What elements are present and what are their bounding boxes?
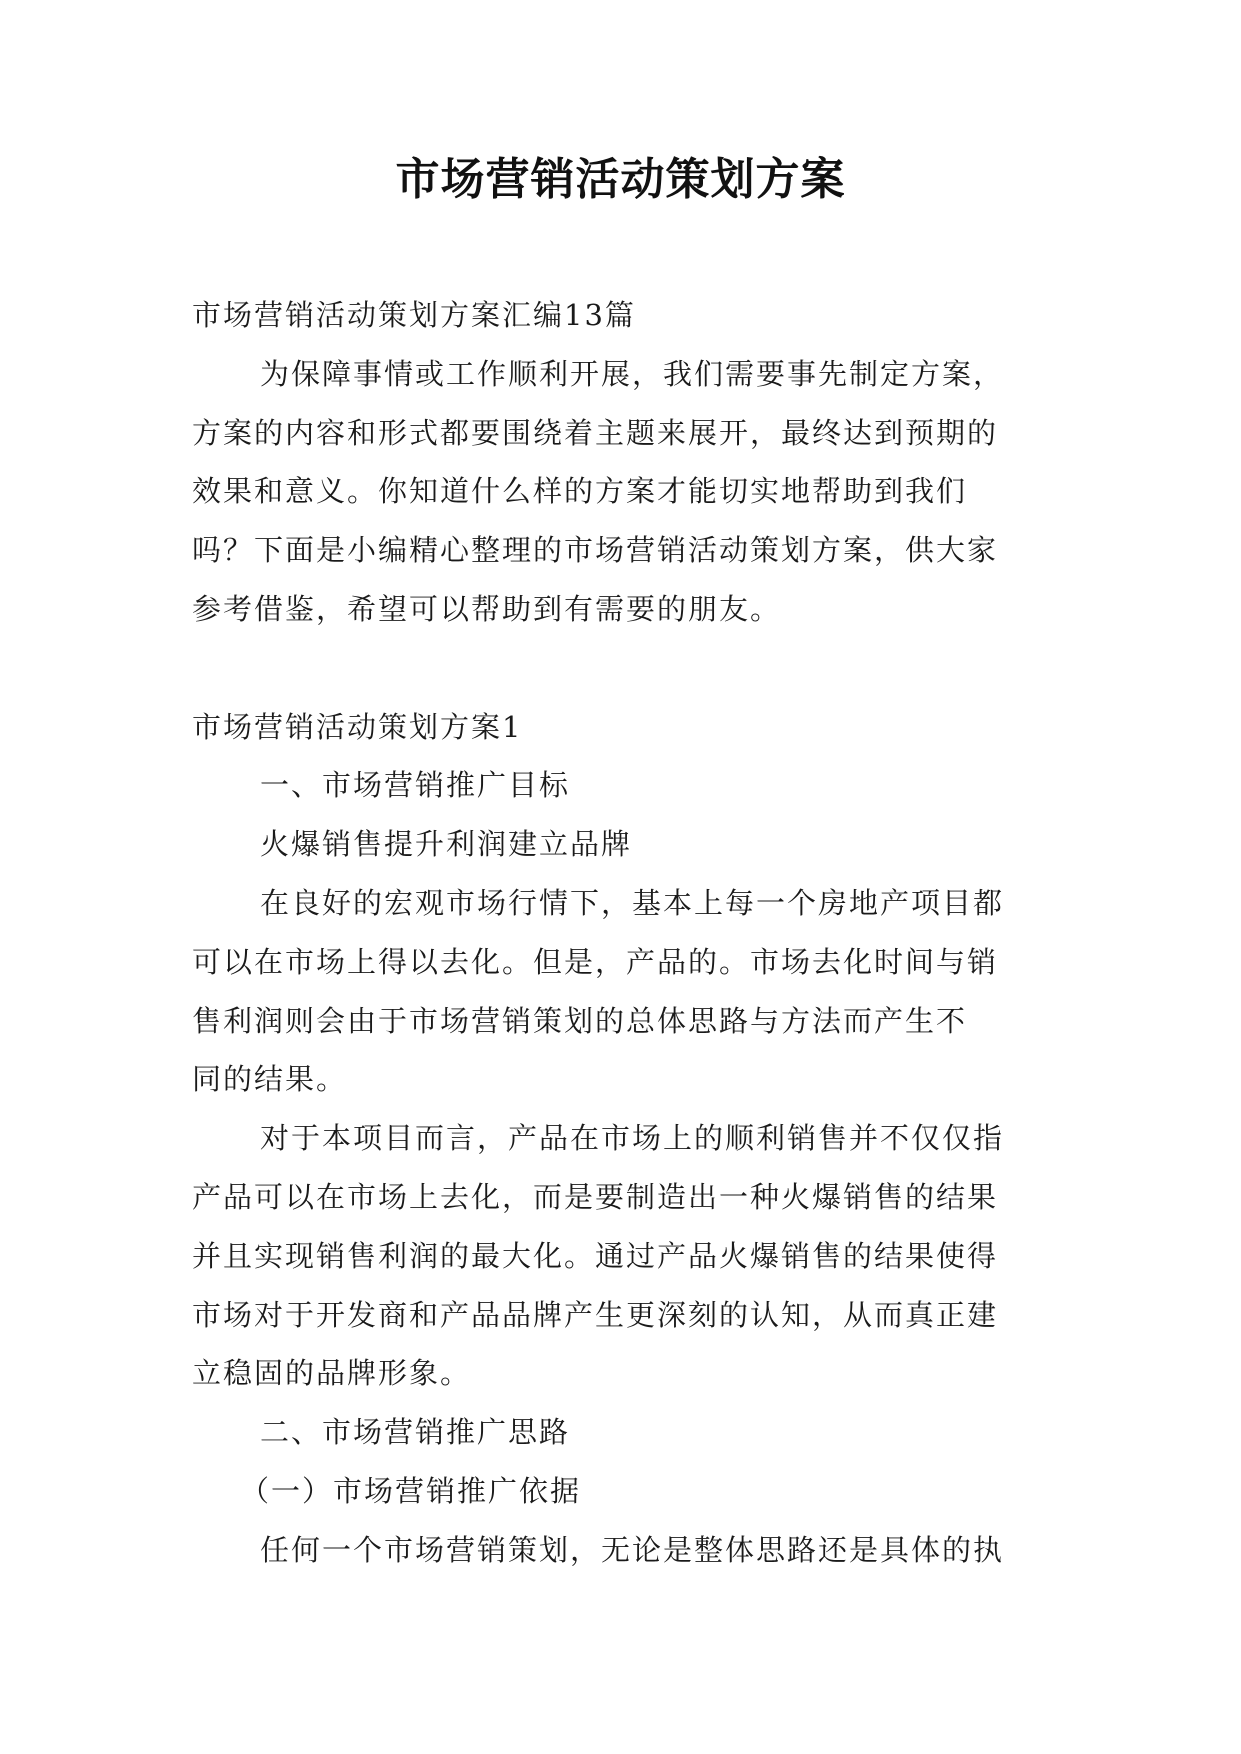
subsection-heading: 一、市场营销推广目标 <box>260 768 571 803</box>
body-paragraph-line: 售利润则会由于市场营销策划的总体思路与方法而产生不 <box>192 1003 968 1038</box>
collection-heading: 市场营销活动策划方案汇编13篇 <box>192 298 636 332</box>
body-paragraph-line: 任何一个市场营销策划，无论是整体思路还是具体的执 <box>260 1532 1005 1567</box>
intro-paragraph-line: 方案的内容和形式都要围绕着主题来展开，最终达到预期的 <box>192 415 999 450</box>
body-paragraph-line: 同的结果。 <box>192 1062 348 1097</box>
intro-paragraph-line: 效果和意义。你知道什么样的方案才能切实地帮助到我们 <box>192 474 968 509</box>
body-paragraph-line: 市场对于开发商和产品品牌产生更深刻的认知，从而真正建 <box>192 1297 999 1332</box>
section-heading: 市场营销活动策划方案1 <box>192 709 523 744</box>
intro-paragraph-line: 吗？下面是小编精心整理的市场营销活动策划方案，供大家 <box>192 533 999 568</box>
intro-paragraph-line: 参考借鉴，希望可以帮助到有需要的朋友。 <box>192 591 782 626</box>
body-paragraph-line: 可以在市场上得以去化。但是，产品的。市场去化时间与销 <box>192 944 999 979</box>
document-title: 市场营销活动策划方案 <box>395 154 846 205</box>
body-paragraph-line: 立稳固的品牌形象。 <box>192 1356 472 1391</box>
subsubsection-heading: （一）市场营销推广依据 <box>240 1473 582 1508</box>
document-body <box>192 286 1050 1580</box>
body-paragraph-line: 对于本项目而言，产品在市场上的顺利销售并不仅仅指 <box>260 1121 1005 1156</box>
body-paragraph-line: 并且实现销售利润的最大化。通过产品火爆销售的结果使得 <box>192 1238 999 1273</box>
subsection-heading: 二、市场营销推广思路 <box>260 1415 571 1450</box>
intro-paragraph-line: 为保障事情或工作顺利开展，我们需要事先制定方案， <box>260 356 1005 391</box>
body-paragraph-line: 产品可以在市场上去化，而是要制造出一种火爆销售的结果 <box>192 1179 999 1214</box>
paragraph-spacer <box>192 639 1050 698</box>
goal-line: 火爆销售提升利润建立品牌 <box>260 827 633 862</box>
body-paragraph-line: 在良好的宏观市场行情下，基本上每一个房地产项目都 <box>260 885 1005 920</box>
